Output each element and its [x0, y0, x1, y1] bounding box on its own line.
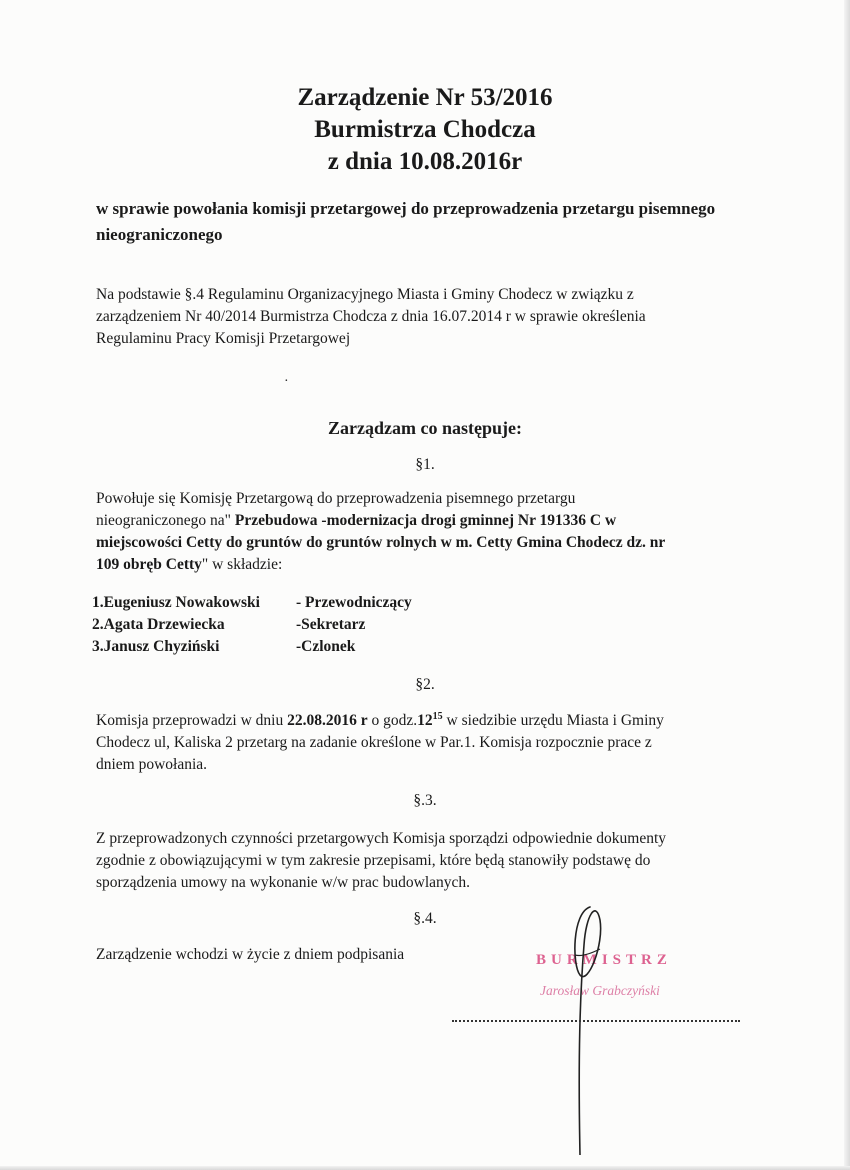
legal-basis-line-2: zarządzeniem Nr 40/2014 Burmistrza Chodcza z dnia 16.07.2014 r w sprawie określenia	[96, 308, 646, 325]
project-name-part-2: miejscowości Cetty do gruntów do gruntów rolnych w m. Cetty Gmina Chodecz dz. nr	[96, 534, 666, 551]
project-name-part-1: Przebudowa -modernizacja drogi gminnej Nr 191336 C w	[234, 512, 617, 529]
mayor-stamp-name: Jarosław Grabczyński	[540, 983, 660, 998]
title-line-3: z dnia 10.08.2016r	[327, 148, 523, 175]
legal-basis-line-3: Regulaminu Pracy Komisji Przetargowej	[96, 330, 351, 347]
member-name: 2.Agata Drzewiecka	[92, 616, 225, 633]
title-line-1: Zarządzenie Nr 53/2016	[297, 84, 553, 111]
section-1-mark: §1.	[415, 456, 435, 473]
tender-date: 22.08.2016 r	[287, 712, 368, 729]
legal-basis-line-1: Na podstawie §.4 Regulaminu Organizacyjnego Miasta i Gminy Chodecz w związku z	[96, 286, 634, 303]
section-2-line-2: Chodecz ul, Kaliska 2 przetarg na zadanie określone w Par.1. Komisja rozpocznie prace z	[96, 734, 652, 751]
mayor-stamp-title: BURMISTRZ	[536, 952, 672, 968]
section-2-text-a: Komisja przeprowadzi w dniu	[96, 712, 288, 729]
section-1-line-1: Powołuje się Komisję Przetargową do przeprowadzenia pisemnego przetargu	[96, 490, 576, 507]
member-role: - Przewodniczący	[296, 594, 412, 611]
project-name-part-3: 109 obręb Cetty	[96, 556, 202, 573]
section-2-text-b: o godz.	[367, 712, 418, 729]
member-role: -Czlonek	[296, 638, 356, 655]
section-2-line-3: dniem powołania.	[96, 756, 208, 773]
decree-heading: Zarządzam co następuje:	[328, 418, 522, 438]
member-name: 3.Janusz Chyziński	[92, 638, 220, 655]
section-1-line-4-plain: " w składzie:	[201, 556, 283, 573]
section-4-mark: §.4.	[413, 910, 437, 927]
section-2-mark: §2.	[415, 676, 435, 693]
section-2-line-1	[96, 710, 776, 732]
tender-hour: 12	[417, 712, 433, 729]
section-3-line-3: sporządzenia umowy na wykonanie w/w prac budowlanych.	[96, 874, 471, 891]
section-3-line-1: Z przeprowadzonych czynności przetargowych Komisja sporządzi odpowiednie dokumenty	[96, 830, 667, 847]
scan-speck: ·	[284, 374, 289, 389]
scan-edge-bottom	[0, 1166, 850, 1170]
section-3-mark: §.3.	[413, 792, 437, 809]
member-name: 1.Eugeniusz Nowakowski	[92, 594, 260, 611]
handwritten-signature	[520, 905, 640, 1155]
section-1-line-4	[96, 554, 776, 576]
section-4-line-1: Zarządzenie wchodzi w życie z dniem podpisania	[96, 946, 405, 963]
section-1-line-2-plain: nieograniczonego na"	[96, 512, 232, 529]
document-subject: w sprawie powołania komisji przetargowej do przeprowadzenia przetargu pisemnego nieograniczonego	[96, 199, 716, 244]
tender-minutes: 15	[432, 710, 443, 722]
title-line-2: Burmistrza Chodcza	[314, 116, 536, 143]
section-1-line-2	[96, 510, 776, 532]
member-role: -Sekretarz	[296, 616, 366, 633]
section-3-line-2: zgodnie z obowiązującymi w tym zakresie przepisami, które będą stanowiły podstawę do	[96, 852, 651, 869]
section-2-text-c: w siedzibie urzędu Miasta i Gminy	[442, 712, 664, 729]
signature-line	[452, 1020, 740, 1022]
